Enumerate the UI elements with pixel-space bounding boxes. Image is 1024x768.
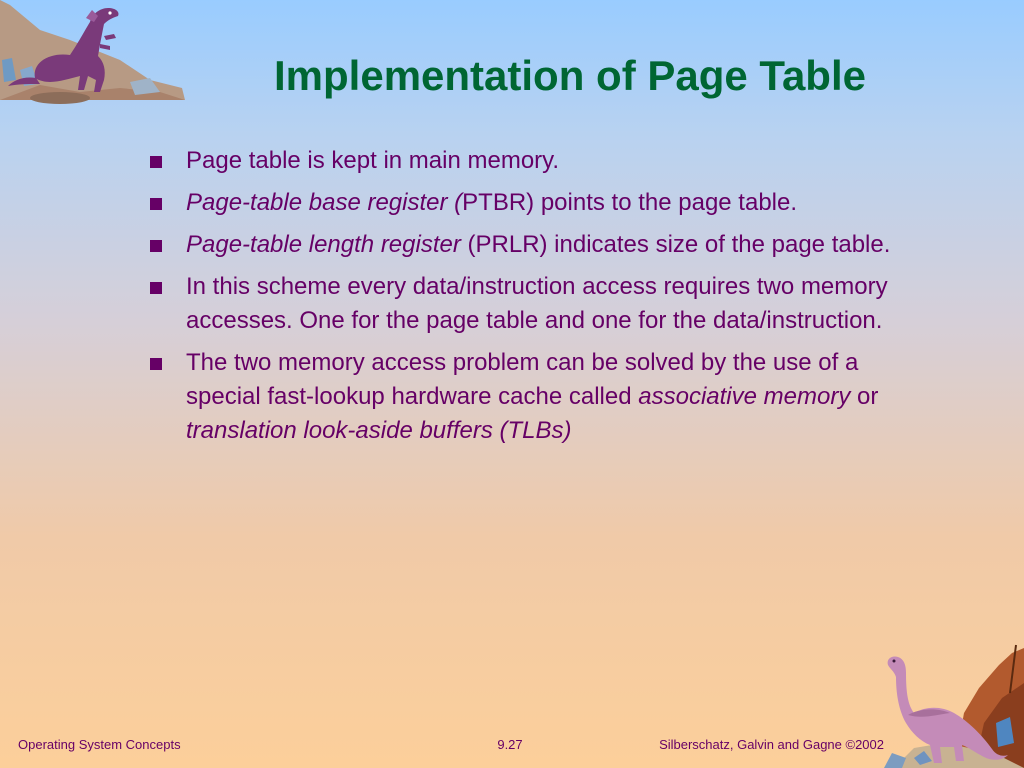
bullet-item — [148, 144, 928, 178]
bullet-text — [186, 147, 559, 174]
slide-title: Implementation of Page Table — [274, 52, 866, 100]
bullet-text-run: PTBR) points to the page table. — [462, 189, 798, 216]
bullet-text — [186, 189, 797, 216]
bullet-text — [186, 273, 888, 334]
dinosaur-top-left-icon — [0, 0, 190, 108]
bullet-text — [186, 231, 890, 258]
bullet-text-italic-run: Page-table base register ( — [186, 189, 463, 216]
footer-page-number: 9.27 — [497, 737, 523, 752]
bullet-text-italic-run: Page-table length register — [186, 231, 461, 258]
bullet-item — [148, 228, 928, 262]
footer-copyright: Silberschatz, Galvin and Gagne ©2002 — [659, 737, 884, 752]
footer-left: Operating System Concepts — [18, 737, 181, 752]
square-bullet-icon — [150, 240, 162, 252]
bullet-text-run: (PRLR) indicates size of the page table. — [460, 231, 891, 258]
bullet-item — [148, 270, 928, 338]
square-bullet-icon — [150, 156, 162, 168]
bullet-text-italic-run: associative memory — [638, 383, 851, 410]
dinosaur-bottom-right-icon — [884, 643, 1024, 768]
square-bullet-icon — [150, 282, 162, 294]
bullet-text — [186, 349, 878, 444]
bullet-text-italic-run: translation look-aside buffers (TLBs) — [186, 417, 572, 444]
bullet-item — [148, 186, 928, 220]
bullet-text-run: Page table is kept in main memory. — [186, 147, 560, 174]
bullet-text-run: In this scheme every data/instruction access requires two memory accesses. One for the page table and one for the data/instruction. — [186, 273, 888, 334]
square-bullet-icon — [150, 358, 162, 370]
square-bullet-icon — [150, 198, 162, 210]
bullet-text-run: The two memory access problem can be solved by the use of a special fast-lookup hardware cache called — [186, 349, 859, 410]
bullet-text-run: or — [850, 383, 879, 410]
bullet-item — [148, 346, 928, 448]
bullet-list — [148, 144, 928, 456]
